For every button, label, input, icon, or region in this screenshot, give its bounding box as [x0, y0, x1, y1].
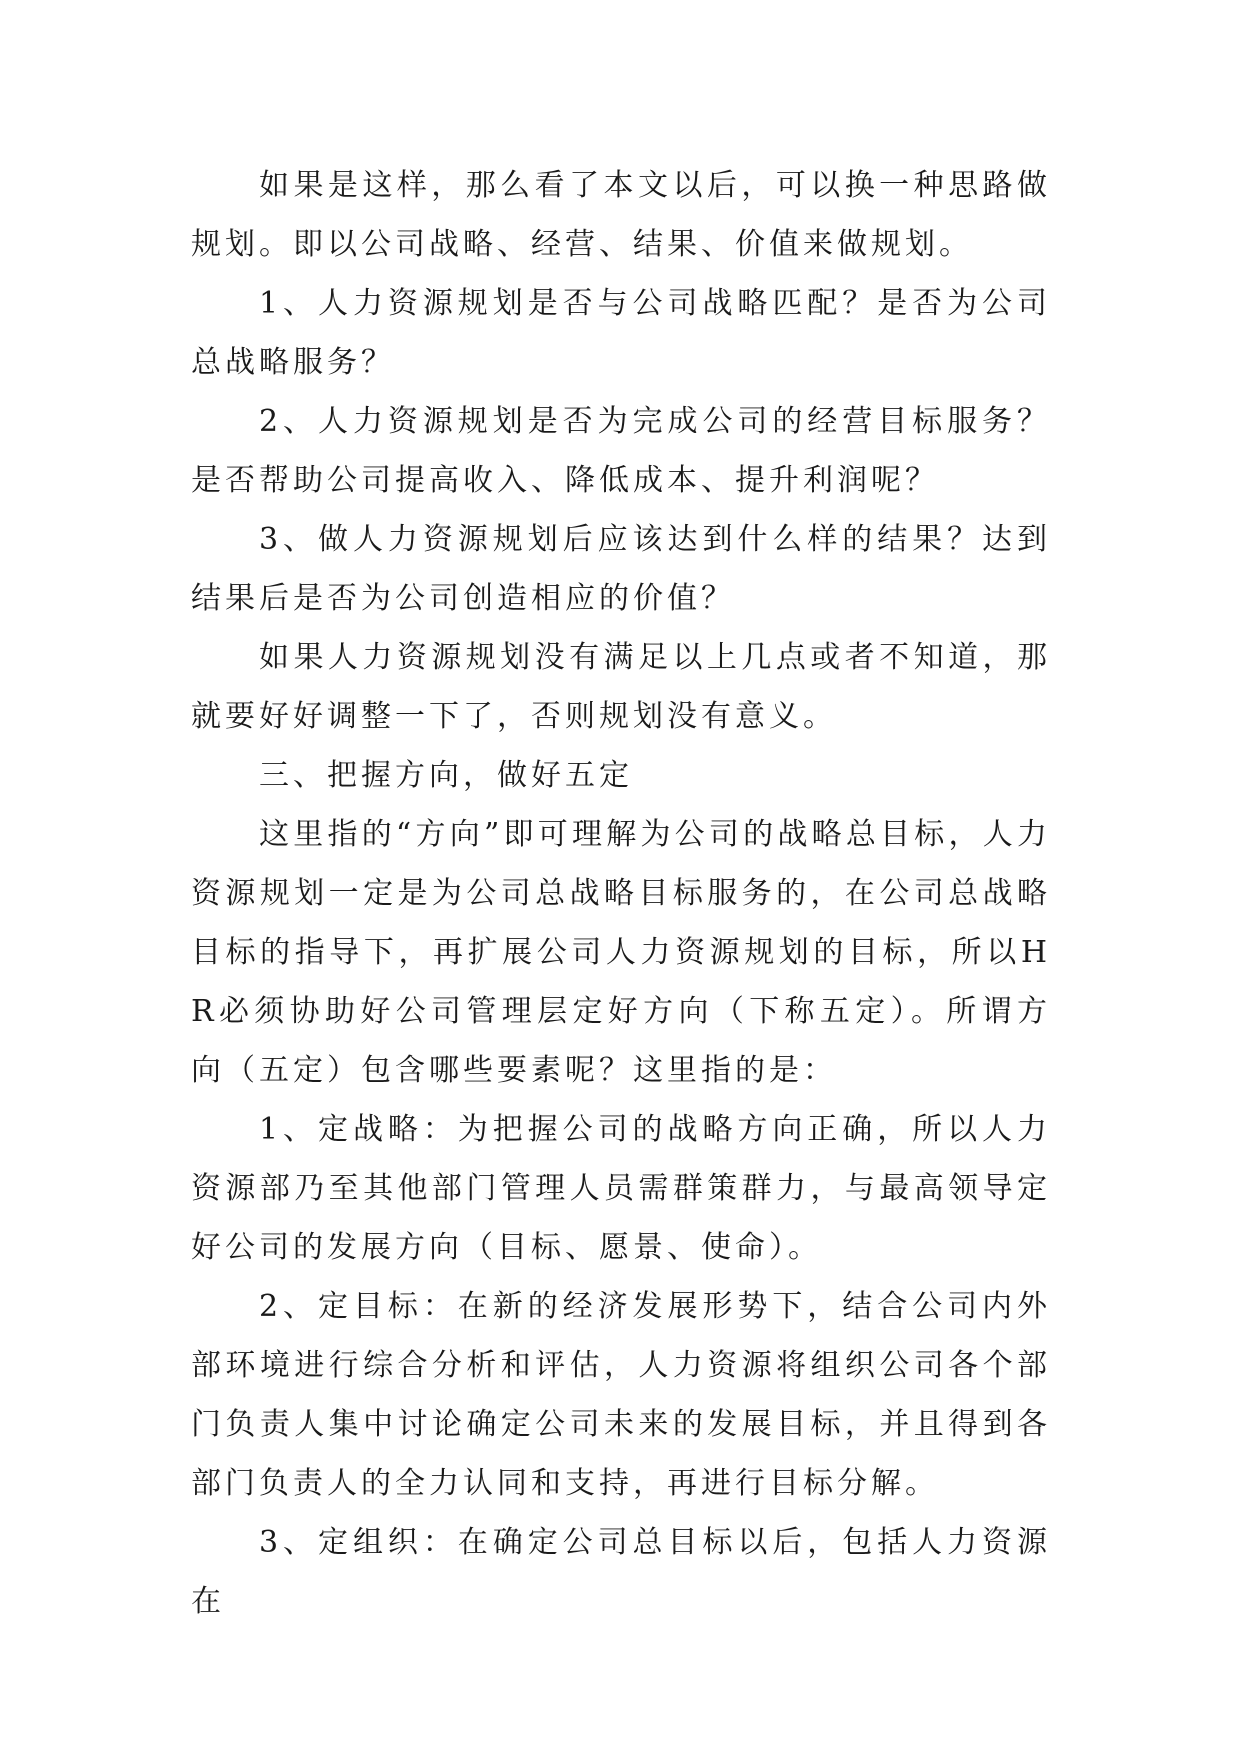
paragraph-point-1: 1、人力资源规划是否与公司战略匹配？是否为公司总战略服务？: [191, 286, 1051, 380]
paragraph-strategy: 1、定战略：为把握公司的战略方向正确，所以人力资源部乃至其他部门管理人员需群策群力，与最高领导定好公司的发展方向（目标、愿景、使命）。: [191, 1112, 1051, 1265]
paragraph-point-3: 3、做人力资源规划后应该达到什么样的结果？达到结果后是否为公司创造相应的价值？: [191, 522, 1051, 616]
paragraph-intro: 如果是这样，那么看了本文以后，可以换一种思路做规划。即以公司战略、经营、结果、价值来做规划。: [191, 168, 1051, 262]
paragraph-point-2: 2、人力资源规划是否为完成公司的经营目标服务？是否帮助公司提高收入、降低成本、提升利润呢？: [191, 404, 1051, 498]
paragraph-direction: 这里指的“方向”即可理解为公司的战略总目标，人力资源规划一定是为公司总战略目标服务的，在公司总战略目标的指导下，再扩展公司人力资源规划的目标，所以HR必须协助好公司管理层定好方向（下称五定）。所谓方向（五定）包含哪些要素呢？这里指的是：: [191, 817, 1051, 1088]
section-heading: 三、把握方向，做好五定: [259, 758, 633, 793]
paragraph-goal: 2、定目标：在新的经济发展形势下，结合公司内外部环境进行综合分析和评估，人力资源将组织公司各个部门负责人集中讨论确定公司未来的发展目标，并且得到各部门负责人的全力认同和支持，再进行目标分解。: [191, 1289, 1051, 1501]
document-body: [191, 156, 1051, 1631]
paragraph-organization: 3、定组织：在确定公司总目标以后，包括人力资源在: [191, 1525, 1051, 1619]
paragraph-conclusion: 如果人力资源规划没有满足以上几点或者不知道，那就要好好调整一下了，否则规划没有意义。: [191, 640, 1051, 734]
